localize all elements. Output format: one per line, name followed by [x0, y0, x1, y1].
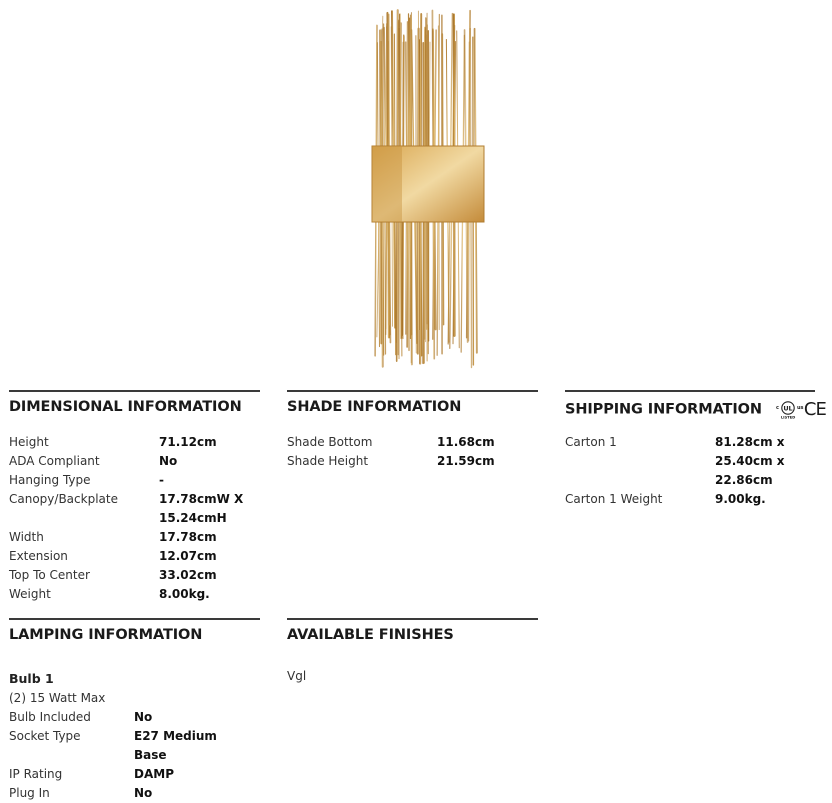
shade-section — [287, 390, 538, 471]
spec-value: 71.12cm — [159, 433, 259, 452]
spec-row — [9, 547, 260, 566]
spec-row — [9, 528, 260, 547]
spec-value: 9.00kg. — [715, 490, 815, 509]
spec-row — [565, 490, 815, 509]
spec-label: Plug In — [9, 784, 134, 803]
spec-label: Top To Center — [9, 566, 159, 585]
spec-label: Canopy/Backplate — [9, 490, 159, 528]
shade-title: SHADE INFORMATION — [287, 399, 538, 419]
spec-value: DAMP — [134, 765, 234, 784]
spec-row — [9, 727, 260, 765]
shade-rows — [287, 433, 538, 471]
spec-value: E27 Medium Base — [134, 727, 234, 765]
spec-value: 8.00kg. — [159, 585, 259, 604]
spec-row — [287, 452, 538, 471]
section-divider — [287, 618, 538, 620]
ce-mark-icon: CE — [804, 399, 826, 420]
ul-mark: UL — [783, 404, 792, 412]
product-image — [358, 4, 498, 374]
spec-value: No — [134, 708, 234, 727]
spec-value: 81.28cm x 25.40cm x 22.86cm — [715, 433, 815, 490]
spec-value: - — [159, 471, 259, 490]
spec-row — [9, 433, 260, 452]
spec-label: Extension — [9, 547, 159, 566]
spec-value: 11.68cm — [437, 433, 495, 452]
spec-row — [9, 471, 260, 490]
spec-label: Shade Bottom — [287, 433, 437, 452]
dimensional-title: DIMENSIONAL INFORMATION — [9, 399, 260, 419]
spec-value: 21.59cm — [437, 452, 495, 471]
svg-text:us: us — [797, 405, 803, 411]
spec-value: No — [159, 452, 259, 471]
spec-row — [9, 585, 260, 604]
spec-row — [9, 765, 260, 784]
spec-label: Bulb Included — [9, 708, 134, 727]
shipping-title-text: SHIPPING INFORMATION — [565, 402, 762, 418]
spec-label: ADA Compliant — [9, 452, 159, 471]
section-divider — [287, 390, 538, 392]
spec-value: 12.07cm — [159, 547, 259, 566]
spec-label: Hanging Type — [9, 471, 159, 490]
lamping-rows — [9, 708, 260, 803]
spec-label: Shade Height — [287, 452, 437, 471]
bulb-desc: (2) 15 Watt Max — [9, 689, 105, 708]
spec-row — [9, 490, 260, 528]
spec-value: 17.78cm — [159, 528, 259, 547]
spec-value: 33.02cm — [159, 566, 259, 585]
bulb-desc-row — [9, 689, 260, 708]
lamping-section — [9, 618, 260, 803]
finish-value: Vgl — [287, 669, 538, 683]
certification-marks — [775, 399, 826, 420]
svg-text:c: c — [776, 405, 779, 411]
spec-row — [9, 452, 260, 471]
finishes-title: AVAILABLE FINISHES — [287, 627, 538, 647]
lamping-title: LAMPING INFORMATION — [9, 627, 260, 647]
dimensional-section — [9, 390, 260, 604]
shipping-rows — [565, 433, 815, 509]
section-divider — [565, 390, 815, 392]
spec-value: 17.78cmW X 15.24cmH — [159, 490, 259, 528]
spec-value: No — [134, 784, 234, 803]
spec-label: Weight — [9, 585, 159, 604]
shipping-title — [565, 399, 815, 419]
ul-listed-icon — [775, 400, 801, 420]
spec-label: Carton 1 — [565, 433, 715, 490]
shipping-section — [565, 390, 815, 509]
dimensional-rows — [9, 433, 260, 604]
spec-label: Socket Type — [9, 727, 134, 765]
bulb-title: Bulb 1 — [9, 669, 260, 689]
finishes-section — [287, 618, 538, 683]
section-divider — [9, 618, 260, 620]
spec-row — [287, 433, 538, 452]
spec-label: Width — [9, 528, 159, 547]
ul-listed-text: LISTED — [781, 414, 795, 419]
spec-row — [9, 708, 260, 727]
spec-row — [565, 433, 815, 490]
spec-label: Height — [9, 433, 159, 452]
spec-label: Carton 1 Weight — [565, 490, 715, 509]
spec-label: IP Rating — [9, 765, 134, 784]
spec-row — [9, 566, 260, 585]
spec-row — [9, 784, 260, 803]
section-divider — [9, 390, 260, 392]
